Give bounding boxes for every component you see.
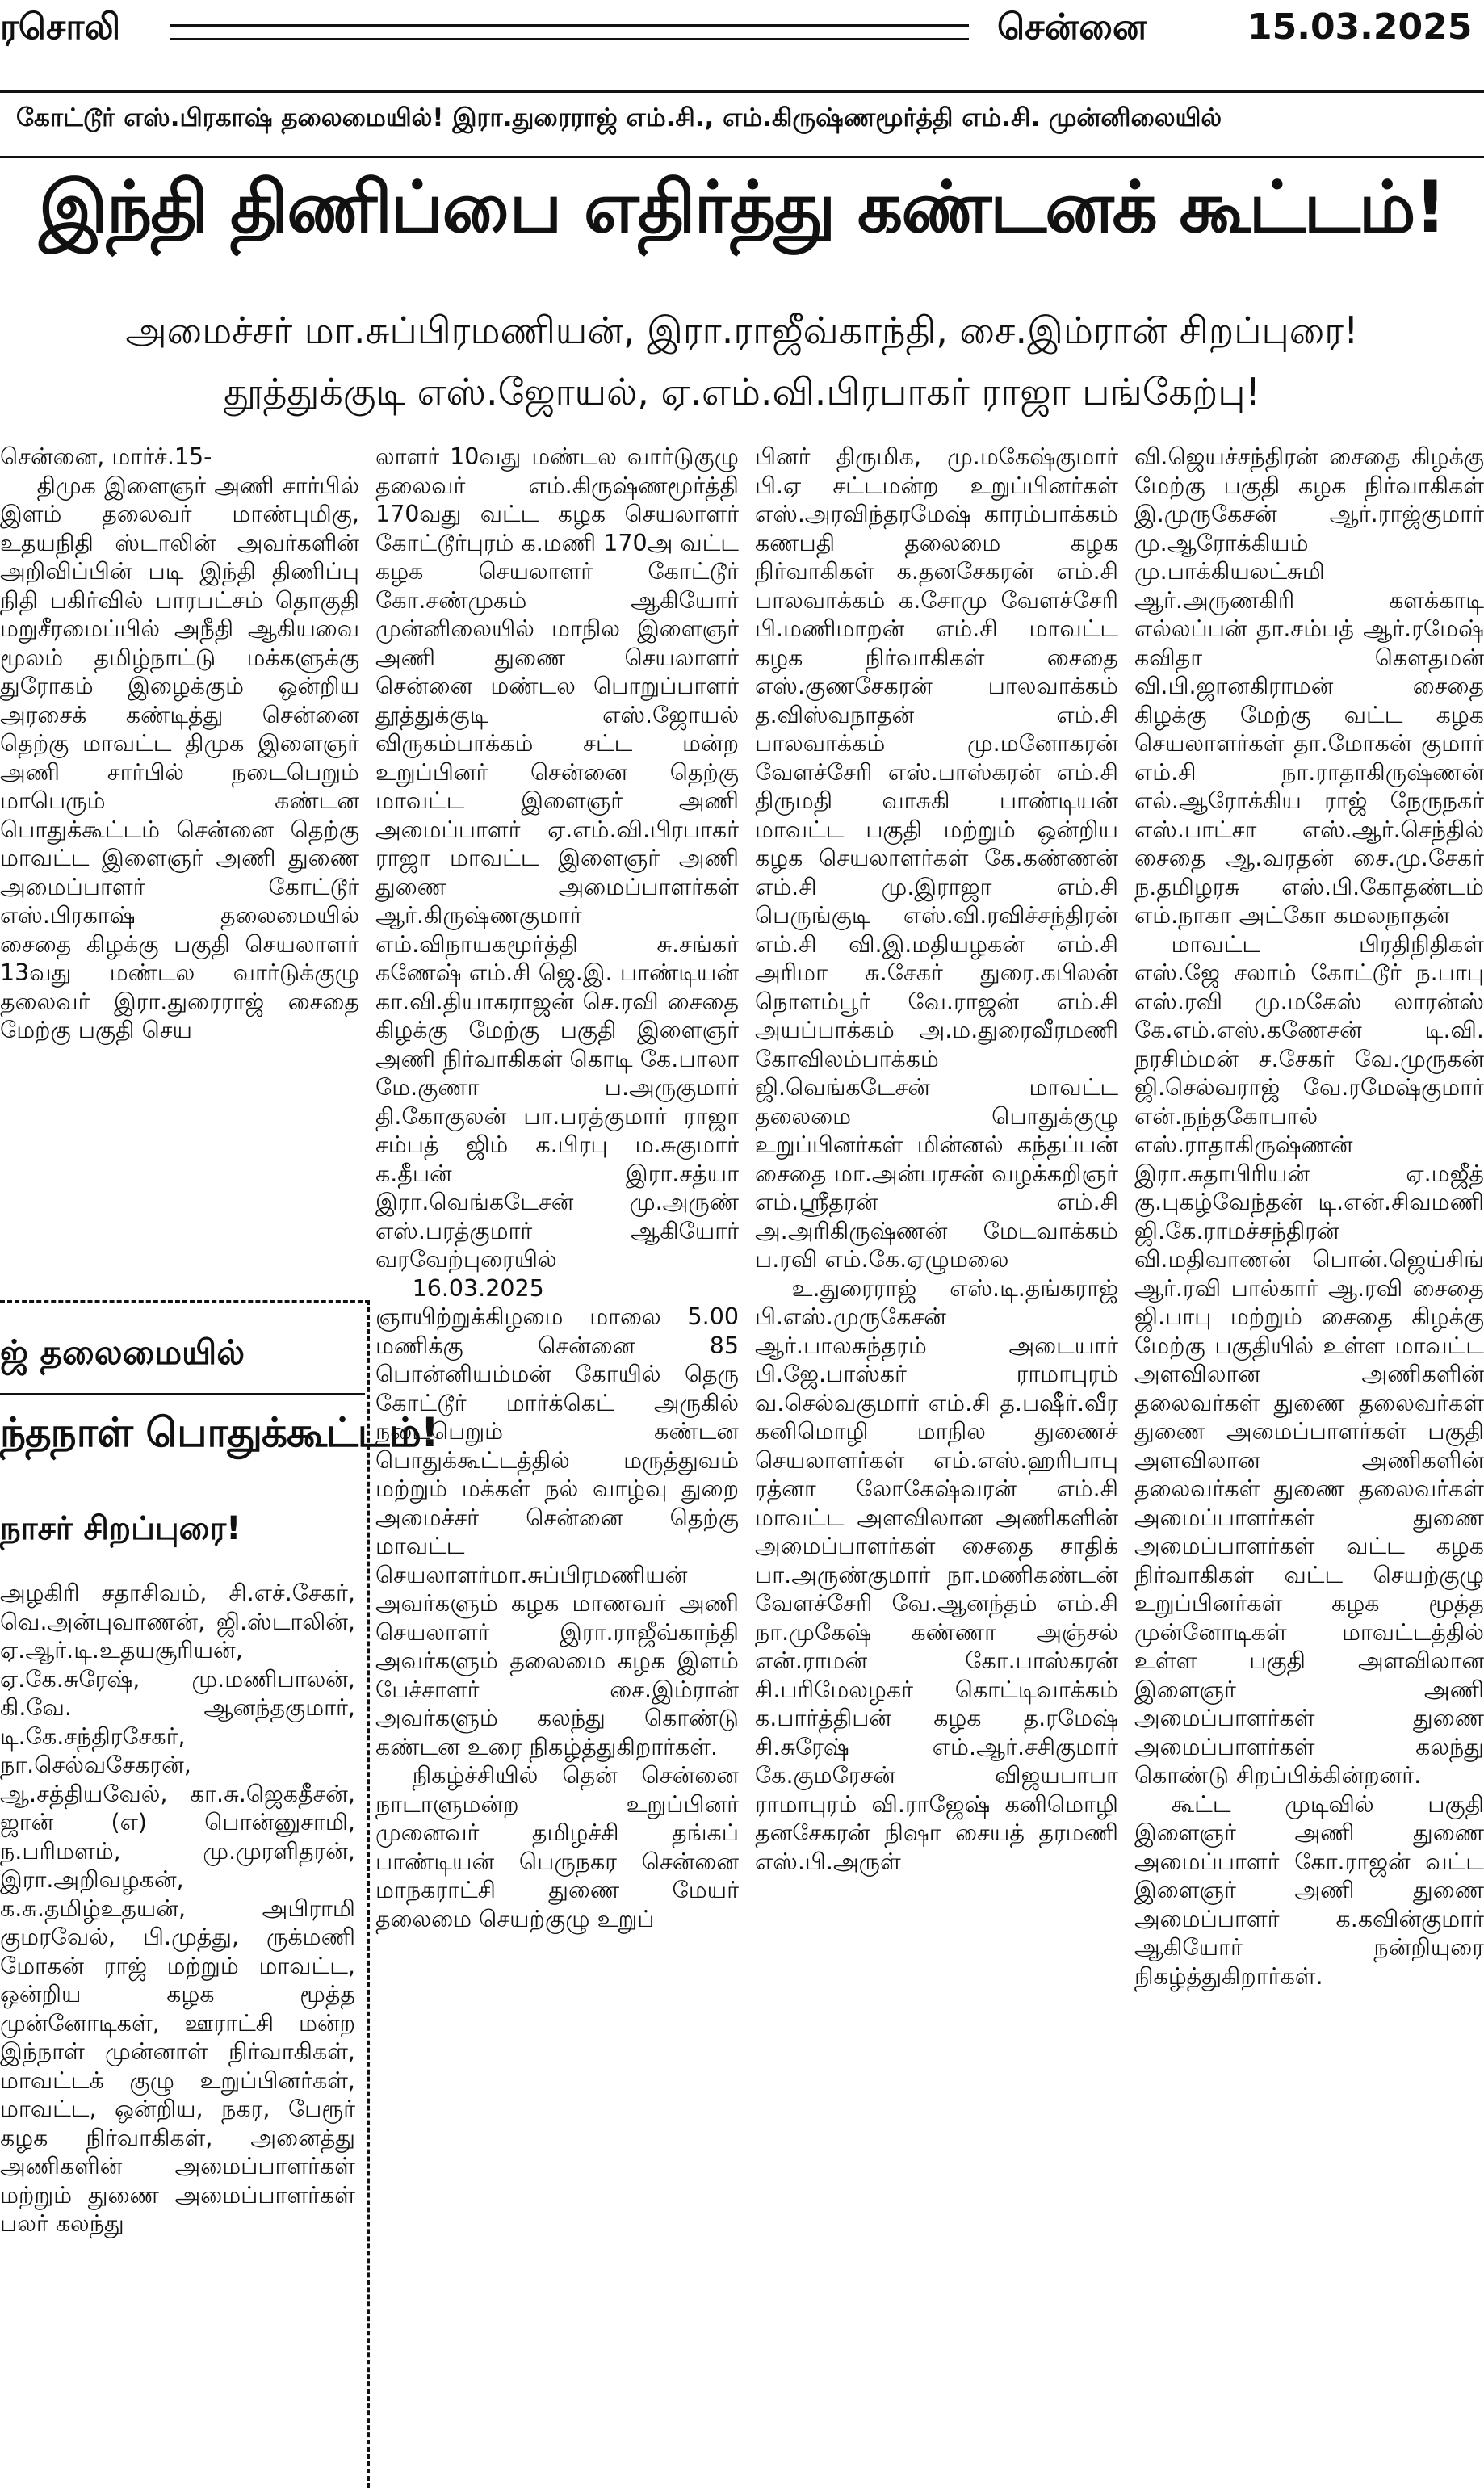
headline: இந்தி திணிப்பை எதிர்த்து கண்டனக் கூட்டம்! (39, 166, 1445, 249)
masthead-city: சென்னை (997, 6, 1147, 48)
box-rule (0, 1393, 365, 1395)
article-column-1 (0, 443, 359, 1286)
article-column-3 (755, 443, 1118, 2478)
masthead-rule (170, 24, 969, 40)
paragraph: 16.03.2025 ஞாயிற்றுக்கிழமை மாலை 5.00 மணிக்கு சென்னை 85 பொன்னியம்மன் கோயில் தெரு கோட்டூர் மார்க்கெட் அருகில் நடைபெறும் கண்டன பொதுக்கூட்டத்தில் மருத்துவம் மற்றும் மக்கள் நல் வாழ்வு துறை அமைச்சர் சென்னை தெற்கு மாவட்ட செயலாளர்மா.சுப்பிரமணியன் அவர்களும் கழக மாணவர் அணி செயலாளர் இரா.ராஜீவ்காந்தி அவர்களும் தலைமை கழக இளம் பேச்சாளர் சை.இம்ரான் அவர்களும் கலந்து கொண்டு கண்டன உரை நிகழ்த்துகிறார்கள். (375, 1274, 739, 1760)
paragraph: பினர் திருமிக, மு.மகேஷ்குமார் பி.ஏ சட்டமன்ற உறுப்பினர்கள் எஸ்.அரவிந்தரமேஷ் காரம்பாக்கம் கணபதி தலைமை கழக நிர்வாகிகள் க.தனசேகரன் எம்.சி பாலவாக்கம் க.சோமு வேளச்சேரி பி.மணிமாறன் எம்.சி மாவட்ட கழக நிர்வாகிகள் சைதை எஸ்.குணசேகரன் பாலவாக்கம் த.விஸ்வநாதன் எம்.சி பாலவாக்கம் மு.மனோகரன் வேளச்சேரி எஸ்.பாஸ்கரன் எம்.சி திருமதி வாசுகி பாண்டியன் மாவட்ட பகுதி மற்றும் ஒன்றிய கழக செயலாளர்கள் கே.கண்ணன் எம்.சி மு.இராஜா எம்.சி பெருங்குடி எஸ்.வி.ரவிச்சந்திரன் எம்.சி வி.இ.மதியழகன் எம்.சி அரிமா சு.சேகர் துரை.கபிலன் நொளம்பூர் வே.ராஜன் எம்.சி அயப்பாக்கம் அ.ம.துரைவீரமணி கோவிலம்பாக்கம் ஜி.வெங்கடேசன் மாவட்ட தலைமை பொதுக்குழு உறுப்பினர்கள் மின்னல் கந்தப்பன் சைதை மா.அன்பரசன் வழக்கறிஞர் எம்.ஸ்ரீதரன் எம்.சி அ.அரிகிருஷ்ணன் மேடவாக்கம் ப.ரவி எம்.கே.ஏழுமலை (755, 443, 1118, 1273)
subheadline-1: அமைச்சர் மா.சுப்பிரமணியன், இரா.ராஜீவ்காந்தி, சை.இம்ரான் சிறப்புரை! (125, 308, 1359, 352)
paragraph: திமுக இளைஞர் அணி சார்பில் இளம் தலைவர் மாண்புமிகு, உதயநிதி ஸ்டாலின் அவர்களின் அறிவிப்பின் படி இந்தி திணிப்பு நிதி பகிர்வில் பாரபட்சம் தொகுதி மறுசீரமைப்பில் அநீதி ஆகியவை மூலம் தமிழ்நாட்டு மக்களுக்கு துரோகம் இழைக்கும் ஒன்றிய அரசைக் கண்டித்து சென்னை தெற்கு மாவட்ட திமுக இளைஞர் அணி சார்பில் நடைபெறும் மாபெரும் கண்டன பொதுக்கூட்டம் சென்னை தெற்கு மாவட்ட இளைஞர் அணி துணை அமைப்பாளர் கோட்டூர் எஸ்.பிரகாஷ் தலைமையில் சைதை கிழக்கு பகுதி செயலாளர் 13வது மண்டல வார்டுக்குழு தலைவர் இரா.துரைராஜ் சைதை மேற்கு பகுதி செய (0, 472, 359, 1043)
dateline: சென்னை, மார்ச்.15- (0, 443, 212, 470)
subheadline-2: தூத்துக்குடி எஸ்.ஜோயல், ஏ.எம்.வி.பிரபாகர் ராஜா பங்கேற்பு! (224, 370, 1260, 413)
paragraph: நிகழ்ச்சியில் தென் சென்னை நாடாளுமன்ற உறுப்பினர் முனைவர் தமிழச்சி தங்கப் பாண்டியன் பெருநகர சென்னை மாநகராட்சி துணை மேயர் தலைமை செயற்குழு உறுப் (375, 1762, 739, 1932)
paragraph: மாவட்ட பிரதிநிதிகள் எஸ்.ஜே சலாம் கோட்டூர் ந.பாபு எஸ்.ரவி மு.மகேஸ் லாரன்ஸ் கே.எம்.எஸ்.கணேசன் டி.வி. நரசிம்மன் ச.சேகர் வே.முருகன் ஜி.செல்வராஜ் வே.ரமேஷ்குமார் என்.நந்தகோபால் எஸ்.ராதாகிருஷ்ணன் இரா.சுதாபிரியன் ஏ.மஜீத் கு.புகழ்வேந்தன் டி.என்.சிவமணி ஜி.கே.ராமச்சந்திரன் வி.மதிவாணன் பொன்.ஜெய்சிங் ஆர்.ரவி பால்கார் ஆ.ரவி சைதை ஜி.பாபு மற்றும் சைதை கிழக்கு மேற்கு பகுதியில் உள்ள மாவட்ட அளவிலான அணிகளின் தலைவர்கள் துணை தலைவர்கள் துணை அமைப்பாளர்கள் பகுதி அளவிலான அணிகளின் தலைவர்கள் துணை தலைவர்கள் அமைப்பாளர்கள் துணை அமைப்பாளர்கள் வட்ட கழக நிர்வாகிகள் வட்ட செயற்குழு உறுப்பினர்கள் கழக மூத்த முன்னோடிகள் மாவட்டத்தில் உள்ள பகுதி அளவிலான இளைஞர் அணி அமைப்பாளர்கள் துணை அமைப்பாளர்கள் கலந்து கொண்டு சிறப்பிக்கின்றனர். (1134, 930, 1484, 1789)
paragraph: கூட்ட முடிவில் பகுதி இளைஞர் அணி துணை அமைப்பாளர் கோ.ராஜன் வட்ட இளைஞர் அணி துணை அமைப்பாளர் க.கவின்குமார் ஆகியோர் நன்றியுரை நிகழ்த்துகிறார்கள். (1134, 1790, 1484, 1990)
article-column-2 (375, 443, 739, 2478)
paragraph: லாளர் 10வது மண்டல வார்டுகுழு தலைவர் எம்.கிருஷ்ணமூர்த்தி 170வது வட்ட கழக செயலாளர் கோட்டூர்புரம் க.மணி 170அ வட்ட கழக செயலாளர் கோட்டூர் கோ.சண்முகம் ஆகியோர் முன்னிலையில் மாநில இளைஞர் அணி துணை செயலாளர் சென்னை மண்டல பொறுப்பாளர் தூத்துக்குடி எஸ்.ஜோயல் விருகம்பாக்கம் சட்ட மன்ற உறுப்பினர் சென்னை தெற்கு மாவட்ட இளைஞர் அணி அமைப்பாளர் ஏ.எம்.வி.பிரபாகர் ராஜா மாவட்ட இளைஞர் அணி துணை அமைப்பாளர்கள் ஆர்.கிருஷ்ணகுமார் எம்.விநாயகமூர்த்தி சு.சங்கர் கணேஷ் எம்.சி ஜெ.இ. பாண்டியன் கா.வி.தியாகராஜன் செ.ரவி சைதை கிழக்கு மேற்கு பகுதி இளைஞர் அணி நிர்வாகிகள் கொடி கே.பாலா மே.குணா ப.அருகுமார் தி.கோகுலன் பா.பரத்குமார் ராஜா சம்பத் ஜிம் க.பிரபு ம.சுகுமார் க.தீபன் இரா.சத்யா இரா.வெங்கடேசன் மு.அருண் எஸ்.பரத்குமார் ஆகியோர் வரவேற்புரையில் (375, 443, 739, 1273)
article-column-4 (1134, 443, 1484, 2478)
box-heading-1: ஜ் தலைமையில் (0, 1332, 245, 1372)
box-heading-2: ந்தநாள் பொதுக்கூட்டம்! (0, 1409, 438, 1456)
box-body: அழகிரி சதாசிவம், சி.எச்.சேகர், வெ.அன்புவாணன், ஜி.ஸ்டாலின், ஏ.ஆர்.டி.உதயசூரியன், ஏ.கே.சுரேஷ், மு.மணிபாலன், கி.வே. ஆனந்தகுமார், டி.கே.சந்திரசேகர், நா.செல்வசேகரன், ஆ.சத்தியவேல், கா.சு.ஜெகதீசன், ஜான் (எ) பொன்னுசாமி, ந.பரிமளம், மு.முரளிதரன், இரா.அறிவழகன், க.சு.தமிழ்உதயன், அபிராமி குமரவேல், பி.முத்து, ருக்மணி மோகன் ராஜ் மற்றும் மாவட்ட, ஒன்றிய கழக மூத்த முன்னோடிகள், ஊராட்சி மன்ற இந்நாள் முன்னாள் நிர்வாகிகள், மாவட்டக் குழு உறுப்பினர்கள், மாவட்ட, ஒன்றிய, நகர, பேரூர் கழக நிர்வாகிகள், அனைத்து அணிகளின் அமைப்பாளர்கள் மற்றும் துணை அமைப்பாளர்கள் பலர் கலந்து (0, 1580, 355, 2237)
paragraph: வி.ஜெயச்சந்திரன் சைதை கிழக்கு மேற்கு பகுதி கழக நிர்வாகிகள் இ.முருகேசன் ஆர்.ராஜ்குமார் மு.ஆரோக்கியம் மு.பாக்கியலட்சுமி ஆர்.அருணகிரி களக்காடி எல்லப்பன் தா.சம்பத் ஆர்.ரமேஷ் கவிதா கௌதமன் வி.பி.ஜானகிராமன் சைதை கிழக்கு மேற்கு வட்ட கழக செயலாளர்கள் தா.மோகன் குமார் எம்.சி நா.ராதாகிருஷ்ணன் எல்.ஆரோக்கிய ராஜ் நேருநகர் எஸ்.பாட்சா எஸ்.ஆர்.செந்தில் சைதை ஆ.வரதன் சை.மு.சேகர் ந.தமிழரசு எஸ்.பி.கோதண்டம் எம்.நாகா அட்கோ கமலநாதன் (1134, 443, 1484, 929)
masthead-date: 15.03.2025 (1247, 6, 1473, 48)
box-heading-3: நாசர் சிறப்புரை! (0, 1510, 241, 1547)
masthead-name: ரசொலி (0, 6, 121, 48)
kicker-line: கோட்டூர் எஸ்.பிரகாஷ் தலைமையில்! இரா.துரைராஜ் எம்.சி., எம்.கிருஷ்ணமூர்த்தி எம்.சி. முன்னிலையில் (16, 103, 1222, 132)
paragraph: உ.துரைராஜ் எஸ்.டி.தங்கராஜ் பி.எஸ்.முருகேசன் ஆர்.பாலசுந்தரம் அடையார் பி.ஜே.பாஸ்கர் ராமாபுரம் வ.செல்வகுமார் எம்.சி த.பஷீர்.வீர கனிமொழி மாநில துணைச் செயலாளர்கள் எம்.எஸ்.ஹரிபாபு ரத்னா லோகேஷ்வரன் எம்.சி மாவட்ட அளவிலான அணிகளின் அமைப்பாளர்கள் சைதை சாதிக் பா.அருண்குமார் நா.மணிகண்டன் வேளச்சேரி வே.ஆனந்தம் எம்.சி நா.முகேஷ் கண்ணா அஞ்சல் என்.ராமன் கோ.பாஸ்கரன் சி.பரிமேலழகர் கொட்டிவாக்கம் க.பார்த்திபன் கழக த.ரமேஷ் சி.சுரேஷ் எம்.ஆர்.சசிகுமார் கே.குமரேசன் விஜயபாபா ராமாபுரம் வி.ராஜேஷ் கனிமொழி தனசேகரன் நிஷா சையத் தரமணி எஸ்.பி.அருள் (755, 1274, 1118, 1875)
